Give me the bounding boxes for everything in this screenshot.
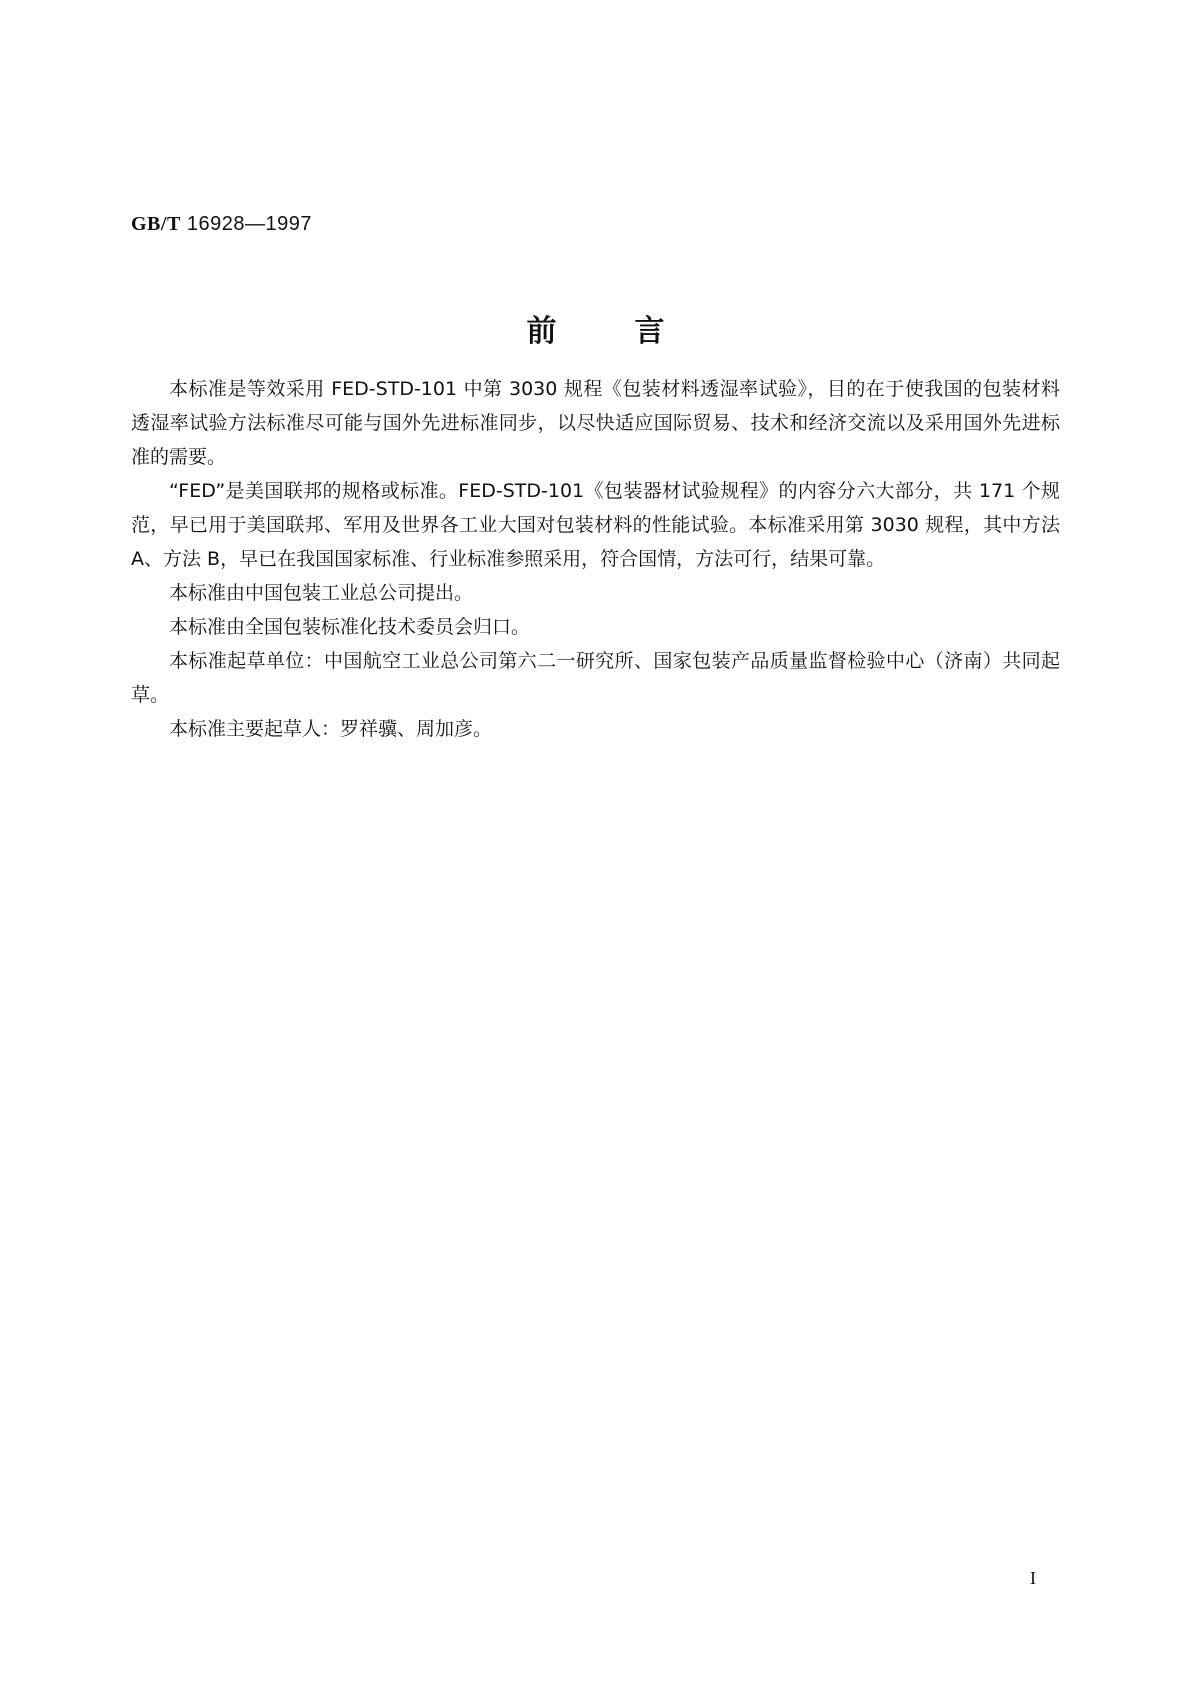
foreword-body — [131, 372, 1060, 746]
standard-code — [131, 213, 312, 236]
paragraph-drafters: 本标准主要起草人：罗祥骥、周加彦。 — [169, 718, 493, 740]
page-title: 前言 — [526, 314, 743, 349]
paragraph-proposer: 本标准由中国包装工业总公司提出。 — [169, 582, 474, 604]
paragraph-adoption: 本标准是等效采用 FED-STD-101 中第 3030 规程《包装材料透湿率试验》，目的在于使我国的包装材料透湿率试验方法标准尽可能与国外先进标准同步，以尽快适应国际贸易、技术和经济交流以及采用国外先进标准的需要。 — [131, 378, 1060, 468]
paragraph-drafting-units: 本标准起草单位：中国航空工业总公司第六二一研究所、国家包装产品质量监督检验中心（济南）共同起草。 — [131, 650, 1060, 706]
standard-prefix: GB/T — [131, 213, 181, 235]
page-number: I — [1030, 1568, 1036, 1588]
paragraph-fed-description: “FED”是美国联邦的规格或标准。FED-STD-101《包装器材试验规程》的内容分六大部分，共 171 个规范，早已用于美国联邦、军用及世界各工业大国对包装材料的性能试验。本标准采用第 3030 规程，其中方法 A、方法 B，早已在我国国家标准、行业标准参照采用，符合国情，方法可行，结果可靠。 — [131, 480, 1060, 570]
standard-number: 16928—1997 — [186, 213, 312, 235]
paragraph-administrator: 本标准由全国包装标准化技术委员会归口。 — [169, 616, 531, 638]
